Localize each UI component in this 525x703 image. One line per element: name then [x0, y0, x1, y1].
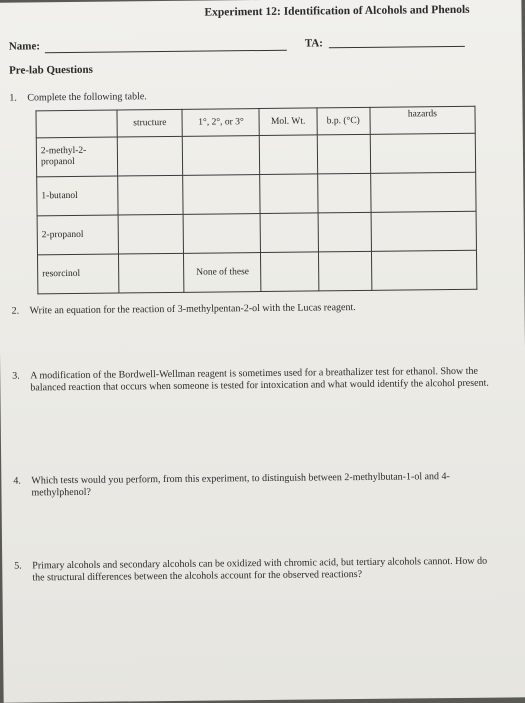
table-cell[interactable] [371, 250, 477, 290]
ta-blank-line[interactable] [329, 46, 465, 48]
question-text: Complete the following table. [27, 91, 147, 104]
table-cell[interactable] [183, 136, 261, 176]
table-row [37, 172, 476, 216]
table-row [37, 211, 476, 255]
question-5 [14, 555, 488, 584]
table-cell[interactable] [183, 214, 261, 254]
table-cell[interactable] [119, 253, 185, 293]
table-cell[interactable] [117, 136, 183, 176]
table-header-cell: structure [117, 109, 182, 137]
question-text: Primary alcohols and secondary alcohols can be oxidized with chromic acid, but tertiary alcohols cannot. How do the structural differences between the alcohols account for the observed reactions? [32, 555, 488, 584]
question-2 [11, 301, 482, 317]
question-number: 3. [12, 370, 20, 382]
question-text: Write an equation for the reaction of 3-methylpentan-2-ol with the Lucas reagent. [29, 302, 356, 317]
table-cell[interactable] [318, 212, 372, 252]
compound-table [35, 106, 477, 295]
page-title: Experiment 12: Identification of Alcohols and Phenols [204, 3, 470, 19]
table-cell[interactable] [118, 214, 184, 254]
name-label: Name: [8, 40, 41, 53]
compound-name-cell: 2-methyl-2-propanol [36, 137, 118, 177]
table-header-cell: b.p. (°C) [317, 107, 370, 135]
compound-name-cell: 1-butanol [37, 176, 119, 216]
compound-name-cell: resorcinol [37, 254, 119, 294]
table-cell[interactable] [317, 173, 371, 213]
table-cell[interactable] [317, 134, 371, 174]
question-1 [9, 88, 479, 104]
table-cell[interactable] [261, 213, 319, 253]
table-cell[interactable] [260, 174, 318, 214]
table-header-cell: 1°, 2°, or 3° [182, 109, 259, 137]
name-blank-line[interactable] [45, 50, 287, 54]
table-row [37, 250, 476, 294]
table-cell[interactable] [118, 175, 184, 215]
table-header-cell [36, 110, 117, 138]
table-cell[interactable] [260, 135, 318, 175]
section-heading: Pre-lab Questions [8, 63, 93, 77]
table-cell[interactable] [261, 252, 319, 292]
table-cell[interactable] [318, 251, 372, 291]
question-number: 2. [11, 305, 20, 317]
table-cell: None of these [184, 253, 262, 293]
table-cell[interactable] [370, 172, 476, 212]
table-cell[interactable] [183, 175, 261, 215]
table-cell[interactable] [371, 211, 477, 251]
question-text: A modification of the Bordwell-Wellman reagent is sometimes used for a breathalizer test for ethanol. Show the balanced reaction that occurs when someone is tested for intoxication and what would identify the alcohol present. [30, 365, 489, 394]
table-cell[interactable] [370, 133, 476, 173]
table-header-cell: hazards [370, 106, 476, 134]
table-row [36, 133, 475, 177]
ta-label: TA: [304, 37, 323, 50]
question-4 [13, 471, 483, 499]
compound-name-cell: 2-propanol [37, 215, 119, 255]
table-header-cell: Mol. Wt. [259, 108, 316, 136]
question-number: 5. [14, 560, 22, 572]
question-3 [12, 365, 489, 394]
question-text: Which tests would you perform, from this experiment, to distinguish between 2-methylbutan-1-ol and 4-methylphenol? [31, 471, 450, 499]
question-number: 4. [13, 475, 21, 487]
question-number: 1. [9, 92, 17, 104]
